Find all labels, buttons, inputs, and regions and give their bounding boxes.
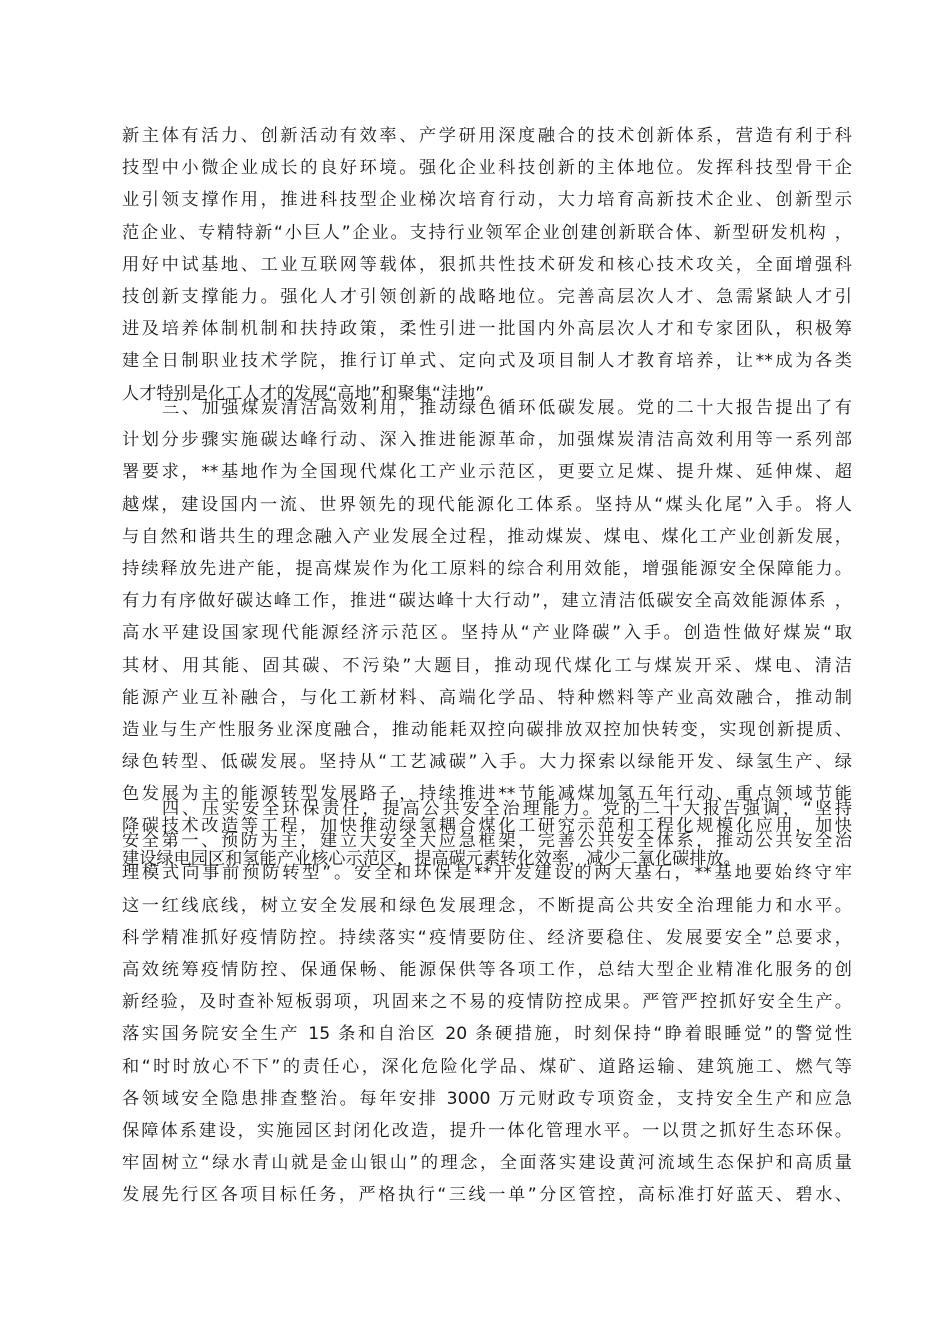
text-line: 各领域安全隐患排查整治。每年安排 3000 万元财政专项资金，支持安全生产和应急 (122, 1088, 852, 1109)
text-line: 四、压实安全环保责任，提高公共安全治理能力。党的二十大报告强调，“坚持 (162, 799, 852, 819)
text-line: 降碳技术改造等工程，加快推动绿氢耦合煤化工研究示范和工程化规模化应用，加快 (122, 816, 852, 837)
text-line: 新经验，及时查补短板弱项，巩固来之不易的疫情防控成果。严管严控抓好安全生产。 (122, 992, 852, 1013)
text-line: 与自然和谐共生的理念融入产业发展全过程，推动煤炭、煤电、煤化工产业创新发展， (122, 526, 852, 547)
text-line: 建全日制职业技术学院，推行订单式、定向式及项目制人才教育培养，让**成为各类 (122, 351, 852, 372)
paragraph-continuation (122, 120, 852, 410)
text-line: 这一红线底线，树立安全发展和绿色发展理念，不断提高公共安全治理能力和水平。 (122, 895, 852, 916)
text-line: 计划分步骤实施碳达峰行动、深入推进能源革命，加强煤炭清洁高效利用等一系列部 (122, 430, 852, 451)
text-line: 色发展为主的能源转型发展路子，持续推进**节能减煤加氢五年行动、重点领域节能 (122, 784, 852, 805)
text-line: 技型中小微企业成长的良好环境。强化企业科技创新的主体地位。发挥科技型骨干企 (122, 158, 852, 179)
text-line: 其材、用其能、固其碳、不污染”大题目，推动现代煤化工与煤炭开采、煤电、清洁 (122, 655, 852, 676)
text-line: 三、加强煤炭清洁高效利用，推动绿色循环低碳发展。党的二十大报告提出了有 (162, 398, 852, 418)
text-line: 安全第一、预防为主，建立大安全大应急框架，完善公共安全体系，推动公共安全治 (122, 831, 852, 852)
text-line: 范企业、专精特新“小巨人”企业。支持行业领军企业创建创新联合体、新型研发机构 ， (122, 222, 852, 243)
text-line: 持续释放先进产能，提高煤炭作为化工原料的综合利用效能，增强能源安全保障能力。 (122, 558, 852, 579)
text-line: 发展先行区各项目标任务，严格执行“三线一单”分区管控，高标准打好蓝天、碧水、 (122, 1185, 852, 1206)
text-line: 科学精准抓好疫情防控。持续落实“疫情要防住、经济要稳住、发展要安全”总要求， (122, 927, 852, 948)
text-line: 造业与生产性服务业深度融合，推动能耗双控向碳排放双控加快转变，实现创新提质、 (122, 719, 852, 740)
text-line: 牢固树立“绿水青山就是金山银山”的理念，全面落实建设黄河流域生态保护和高质量 (122, 1153, 852, 1174)
text-line: 和“时时放心不下”的责任心，深化危险化学品、煤矿、道路运输、建筑施工、燃气等 (122, 1056, 852, 1077)
paragraph-section-four (122, 793, 852, 1211)
text-line: 人才特别是化工人才的发展“高地”和聚集“洼地”。 (122, 383, 502, 404)
text-line: 业引领支撑作用，推进科技型企业梯次培育行动，大力培育高新技术企业、创新型示 (122, 190, 852, 211)
text-line: 能源产业互补融合，与化工新材料、高端化学品、特种燃料等产业高效融合，推动制 (122, 687, 852, 708)
text-line: 高水平建设国家现代能源经济示范区。坚持从“产业降碳”入手。创造性做好煤炭“取 (122, 623, 852, 644)
text-line: 理模式向事前预防转型”。安全和环保是**开发建设的两大基石，**基地要始终守牢 (122, 863, 852, 884)
text-line: 高效统筹疫情防控、保通保畅、能源保供等各项工作，总结大型企业精准化服务的创 (122, 959, 852, 980)
text-line: 署要求，**基地作为全国现代煤化工产业示范区，更要立足煤、提升煤、延伸煤、超 (122, 462, 852, 483)
text-line: 新主体有活力、创新活动有效率、产学研用深度融合的技术创新体系，营造有利于科 (122, 126, 852, 146)
text-line: 技创新支撑能力。强化人才引领创新的战略地位。完善高层次人才、急需紧缺人才引 (122, 286, 852, 307)
text-line: 用好中试基地、工业互联网等载体，狠抓共性技术研发和核心技术攻关，全面增强科 (122, 254, 852, 275)
text-line: 越煤，建设国内一流、世界领先的现代能源化工体系。坚持从“煤头化尾”入手。将人 (122, 494, 852, 515)
text-line: 落实国务院安全生产 15 条和自治区 20 条硬措施，时刻保持“睁着眼睡觉”的警觉性 (122, 1024, 852, 1045)
text-line: 保障体系建设，实施园区封闭化改造，提升一体化管理水平。一以贯之抓好生态环保。 (122, 1120, 852, 1141)
text-line: 进及培养体制机制和扶持政策，柔性引进一批国内外高层次人才和专家团队，积极筹 (122, 319, 852, 340)
text-line: 绿色转型、低碳发展。坚持从“工艺减碳”入手。大力探索以绿能开发、绿氢生产、绿 (122, 752, 852, 773)
text-line: 有力有序做好碳达峰工作，推进“碳达峰十大行动”，建立清洁低碳安全高效能源体系 ， (122, 591, 852, 612)
text-line: 建设绿电园区和氢能产业核心示范区，提高碳元素转化效率，减少二氧化碳排放。 (122, 848, 741, 869)
